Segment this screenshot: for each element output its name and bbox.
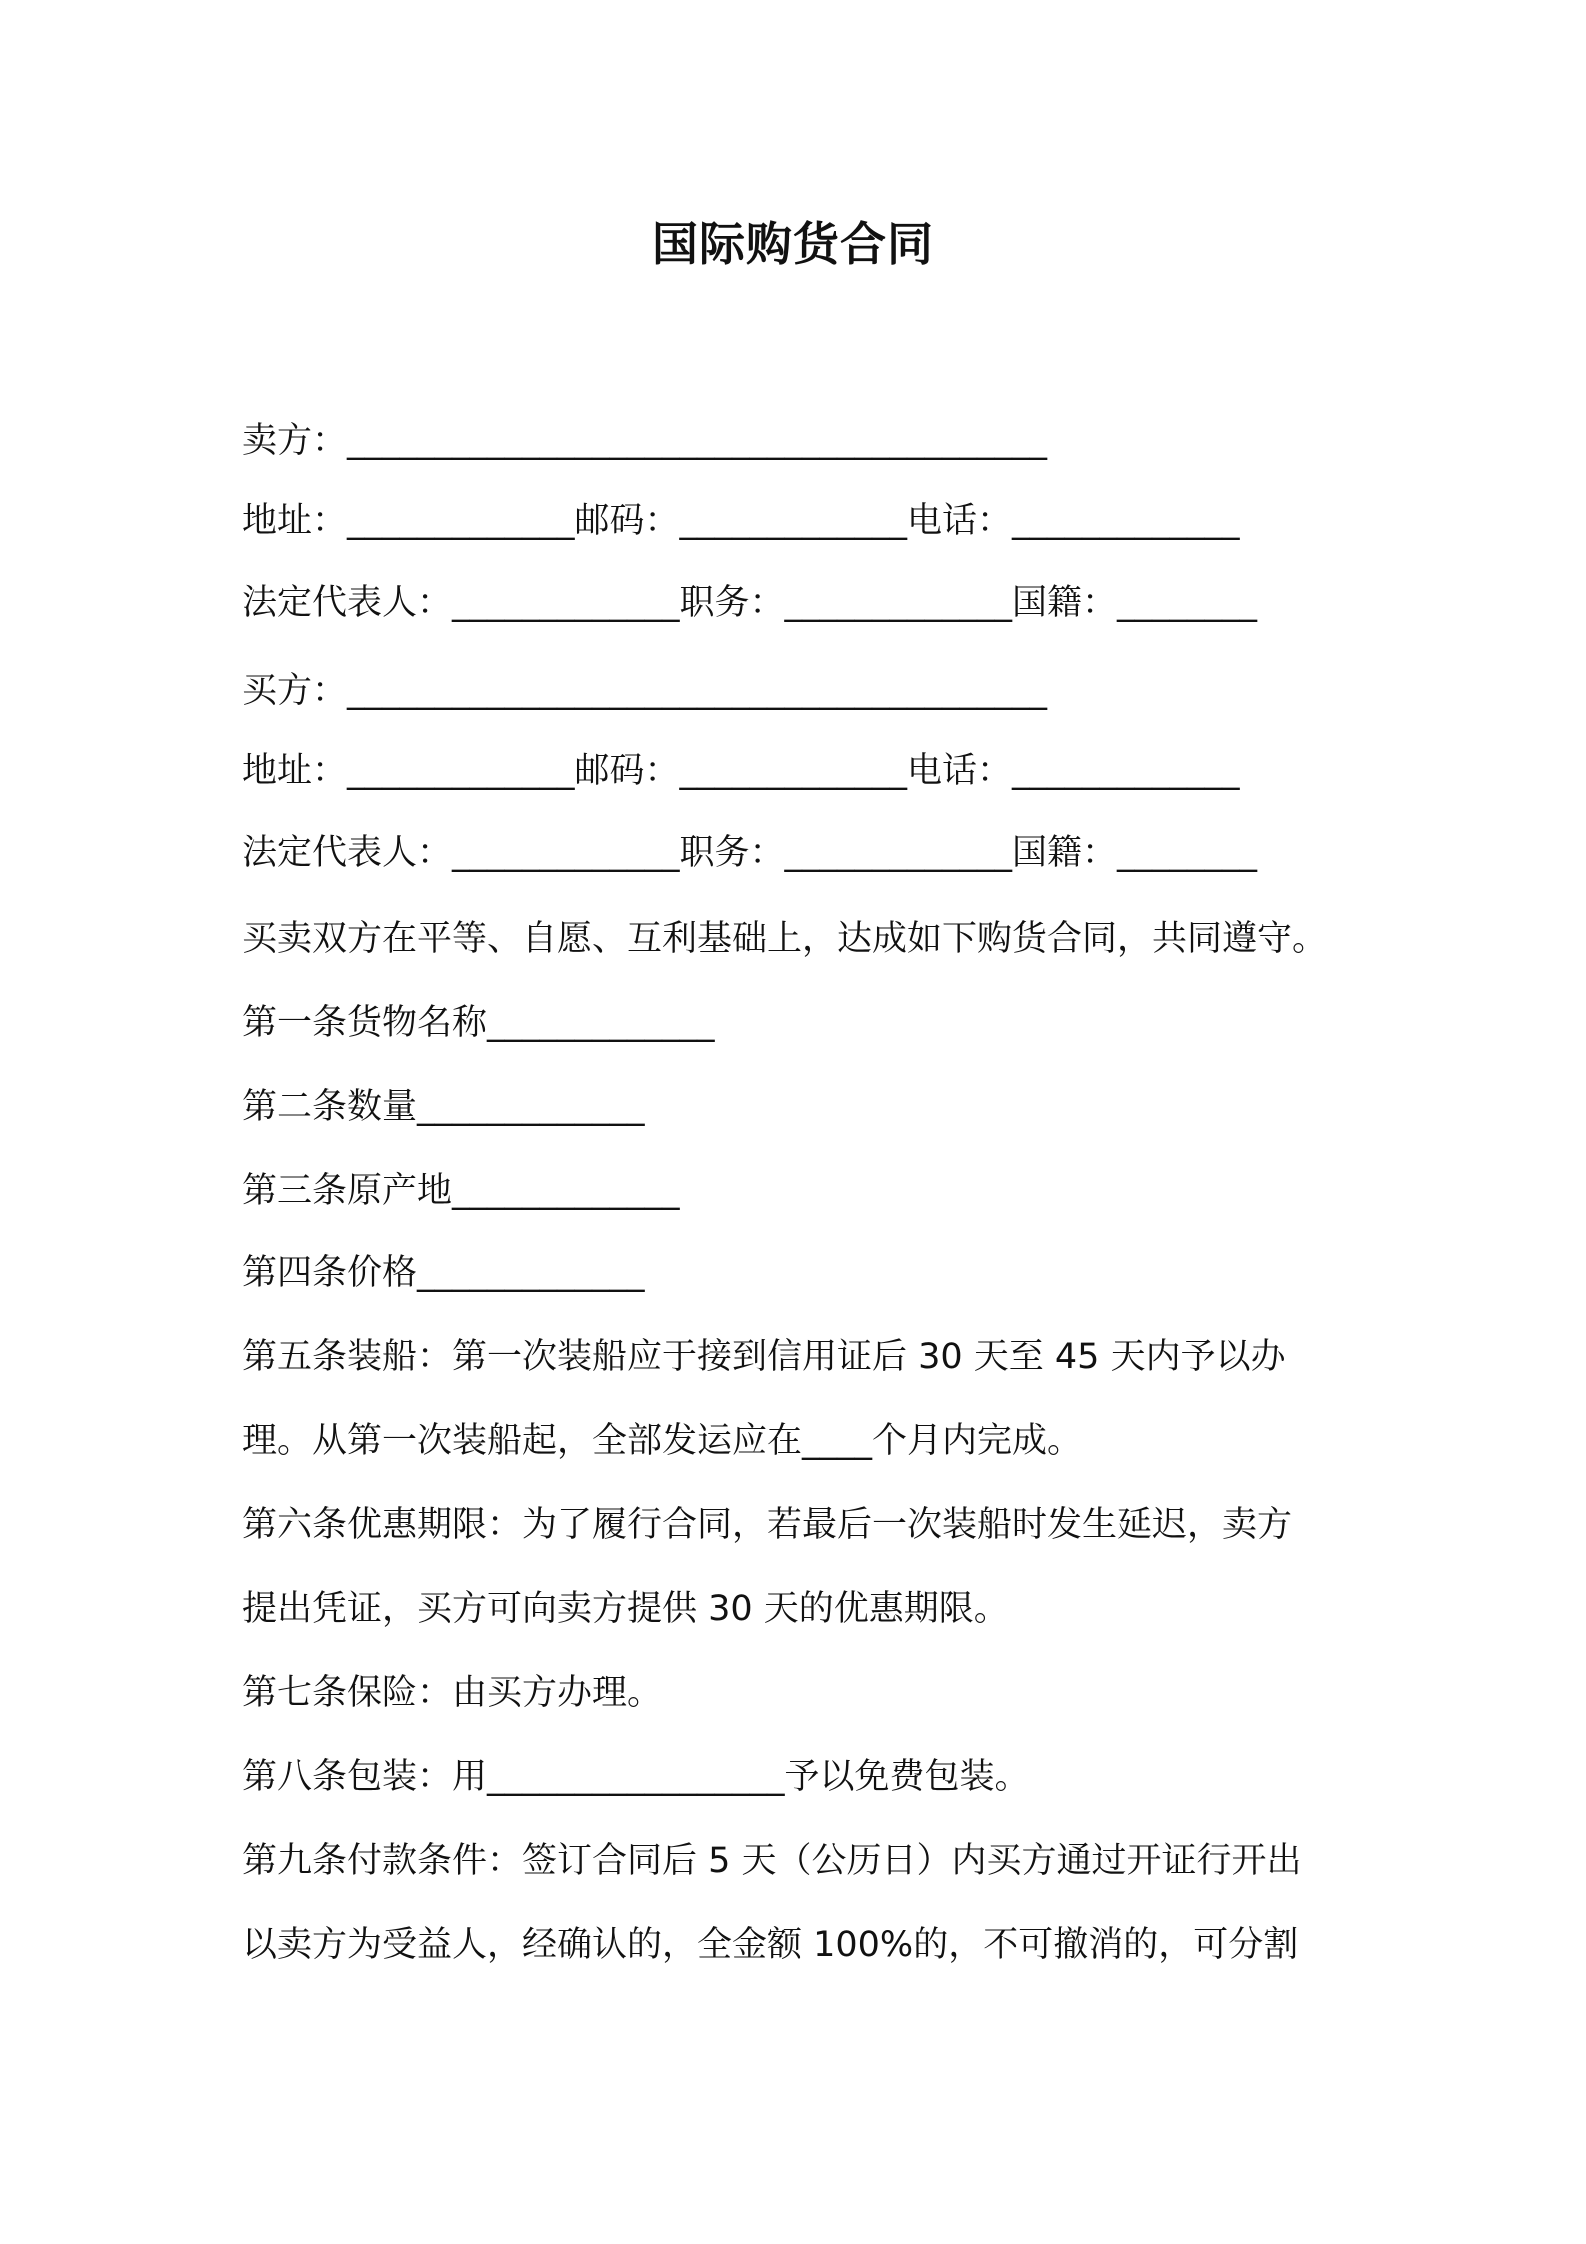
buyer-address-line: 地址：_____________邮码：_____________电话：_____________ <box>242 751 1240 791</box>
article-9-payment-line-2: 以卖方为受益人，经确认的，全金额 100%的，不可撤消的，可分割 <box>242 1925 1299 1965</box>
agreement-statement: 买卖双方在平等、自愿、互利基础上，达成如下购货合同，共同遵守。 <box>242 919 1328 959</box>
article-4-price: 第四条价格_____________ <box>242 1253 645 1293</box>
article-6-grace-period-line-1: 第六条优惠期限：为了履行合同，若最后一次装船时发生延迟，卖方 <box>242 1505 1293 1545</box>
buyer-name-line: 买方：________________________________________ <box>242 671 1048 711</box>
page-title: 国际购货合同 <box>652 217 934 271</box>
article-7-insurance: 第七条保险：由买方办理。 <box>242 1673 663 1713</box>
article-5-shipment-line-1: 第五条装船：第一次装船应于接到信用证后 30 天至 45 天内予以办 <box>242 1337 1286 1377</box>
seller-name-line: 卖方：________________________________________ <box>242 421 1048 461</box>
article-6-grace-period-line-2: 提出凭证，买方可向卖方提供 30 天的优惠期限。 <box>242 1589 1009 1629</box>
seller-address-line: 地址：_____________邮码：_____________电话：_____________ <box>242 501 1240 541</box>
seller-representative-line: 法定代表人：_____________职务：_____________国籍：________ <box>242 583 1258 623</box>
article-1-goods-name: 第一条货物名称_____________ <box>242 1003 715 1043</box>
article-8-packing: 第八条包装：用_________________予以免费包装。 <box>242 1757 1030 1797</box>
article-3-origin: 第三条原产地_____________ <box>242 1171 680 1211</box>
article-9-payment-line-1: 第九条付款条件：签订合同后 5 天（公历日）内买方通过开证行开出 <box>242 1841 1302 1881</box>
buyer-representative-line: 法定代表人：_____________职务：_____________国籍：________ <box>242 833 1258 873</box>
article-2-quantity: 第二条数量_____________ <box>242 1087 645 1127</box>
article-5-shipment-line-2: 理。从第一次装船起，全部发运应在____个月内完成。 <box>242 1421 1083 1461</box>
